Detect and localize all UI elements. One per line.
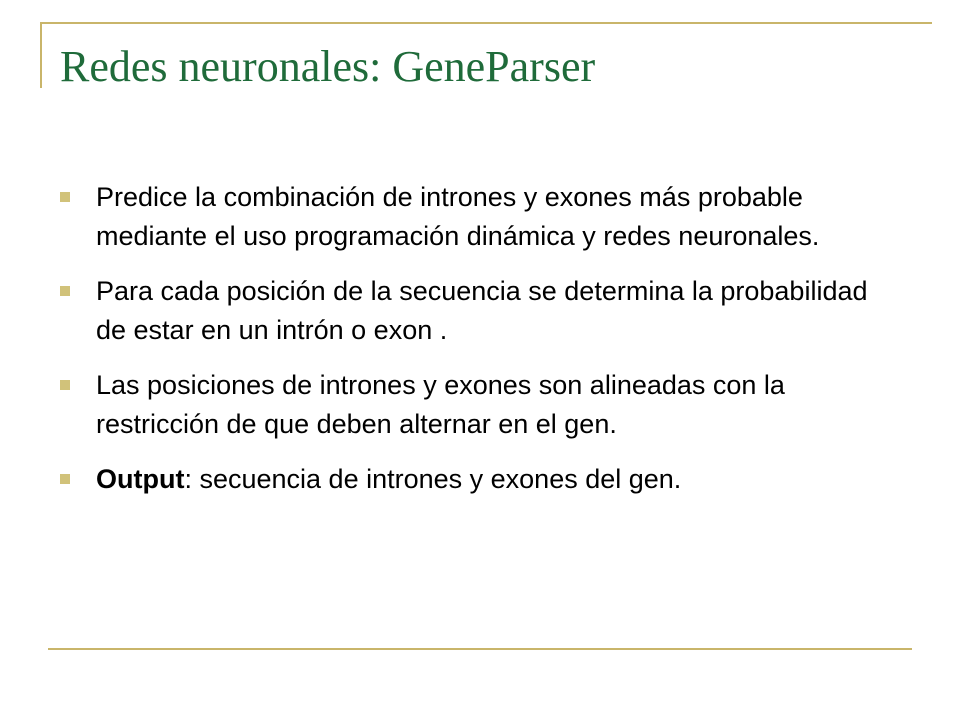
bullet-text: Las posiciones de intrones y exones son alineadas con la restricción de que deben alternar en el gen. (96, 370, 785, 439)
bullet-text: Para cada posición de la secuencia se determina la probabilidad de estar en un intrón o exon . (96, 276, 868, 345)
left-rule (40, 22, 42, 88)
bullet-text: Predice la combinación de intrones y exones más probable mediante el uso programación dinámica y redes neuronales. (96, 182, 820, 251)
bullet-item (60, 460, 900, 499)
bullet-item (60, 366, 900, 444)
square-bullet-icon (60, 192, 70, 202)
slide-title: Redes neuronales: GeneParser (60, 42, 596, 91)
bottom-rule (48, 648, 912, 650)
bullet-bold-term: Output (96, 464, 185, 494)
bullet-item (60, 272, 900, 350)
top-rule (40, 22, 932, 24)
square-bullet-icon (60, 380, 70, 390)
bullet-text: : secuencia de intrones y exones del gen. (184, 464, 682, 494)
square-bullet-icon (60, 286, 70, 296)
bullet-list (60, 178, 900, 515)
bullet-item (60, 178, 900, 256)
square-bullet-icon (60, 474, 70, 484)
